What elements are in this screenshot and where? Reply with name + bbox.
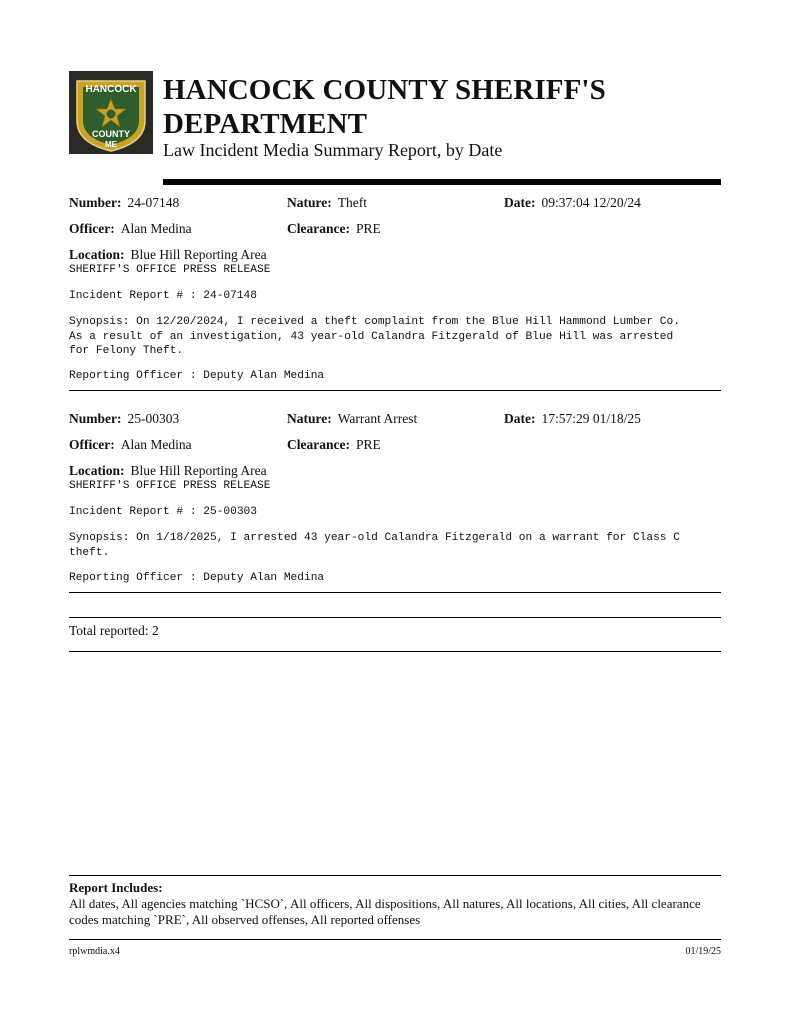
incident-officer: Officer: Alan Medina — [69, 221, 192, 236]
incident-divider — [69, 592, 721, 593]
incident-location: Location: Blue Hill Reporting Area — [69, 463, 267, 478]
report-print-date: 01/19/25 — [685, 946, 721, 957]
incident-date: Date: 09:37:04 12/20/24 — [504, 195, 641, 210]
svg-text:ME: ME — [105, 140, 117, 149]
report-includes-text: All dates, All agencies matching `HCSO`, All officers, All dispositions, All natures, All locations, All cities, All clearance codes matching `PRE`, All observed offenses, All reported offenses — [69, 896, 701, 927]
incident-synopsis: Synopsis: On 1/18/2025, I arrested 43 year-old Calandra Fitzgerald on a warrant for Class C theft. — [69, 532, 680, 559]
incident-synopsis: Synopsis: On 12/20/2024, I received a theft complaint from the Blue Hill Hammond Lumber Co. As a result of an investigation, 43 year-old Calandra Fitzgerald of Blue Hill was arrested for Felony Theft. — [69, 316, 680, 357]
total-bottom-rule — [69, 651, 721, 652]
report-subtitle: Law Incident Media Summary Report, by Date — [163, 140, 503, 160]
title-line-1: HANCOCK COUNTY SHERIFF'S — [163, 74, 606, 106]
total-reported: Total reported: 2 — [69, 623, 159, 638]
press-release-label: SHERIFF'S OFFICE PRESS RELEASE — [69, 480, 271, 492]
reporting-officer: Reporting Officer : Deputy Alan Medina — [69, 370, 325, 382]
total-top-rule — [69, 617, 721, 618]
incident-location: Location: Blue Hill Reporting Area — [69, 247, 267, 262]
sheriff-badge-logo — [69, 71, 153, 154]
header-divider — [163, 179, 721, 185]
incident-nature: Nature: Theft — [287, 195, 367, 210]
incident-report-number: Incident Report # : 24-07148 — [69, 290, 257, 302]
report-title — [163, 73, 723, 141]
report-includes-title: Report Includes: — [69, 880, 163, 895]
reporting-officer: Reporting Officer : Deputy Alan Medina — [69, 572, 325, 584]
press-release-label: SHERIFF'S OFFICE PRESS RELEASE — [69, 264, 271, 276]
incident-date: Date: 17:57:29 01/18/25 — [504, 411, 641, 426]
incident-nature: Nature: Warrant Arrest — [287, 411, 418, 426]
svg-text:COUNTY: COUNTY — [92, 129, 130, 139]
svg-text:HANCOCK: HANCOCK — [85, 84, 137, 95]
report-file-name: rplwmdia.x4 — [69, 946, 120, 957]
incident-clearance: Clearance: PRE — [287, 221, 381, 236]
incident-number: Number: 25-00303 — [69, 411, 180, 426]
footer-rule — [69, 939, 721, 940]
incident-clearance: Clearance: PRE — [287, 437, 381, 452]
incident-divider — [69, 390, 721, 391]
title-line-2: DEPARTMENT — [163, 108, 368, 140]
includes-top-rule — [69, 875, 721, 876]
incident-report-number: Incident Report # : 25-00303 — [69, 506, 257, 518]
incident-officer: Officer: Alan Medina — [69, 437, 192, 452]
incident-number: Number: 24-07148 — [69, 195, 180, 210]
